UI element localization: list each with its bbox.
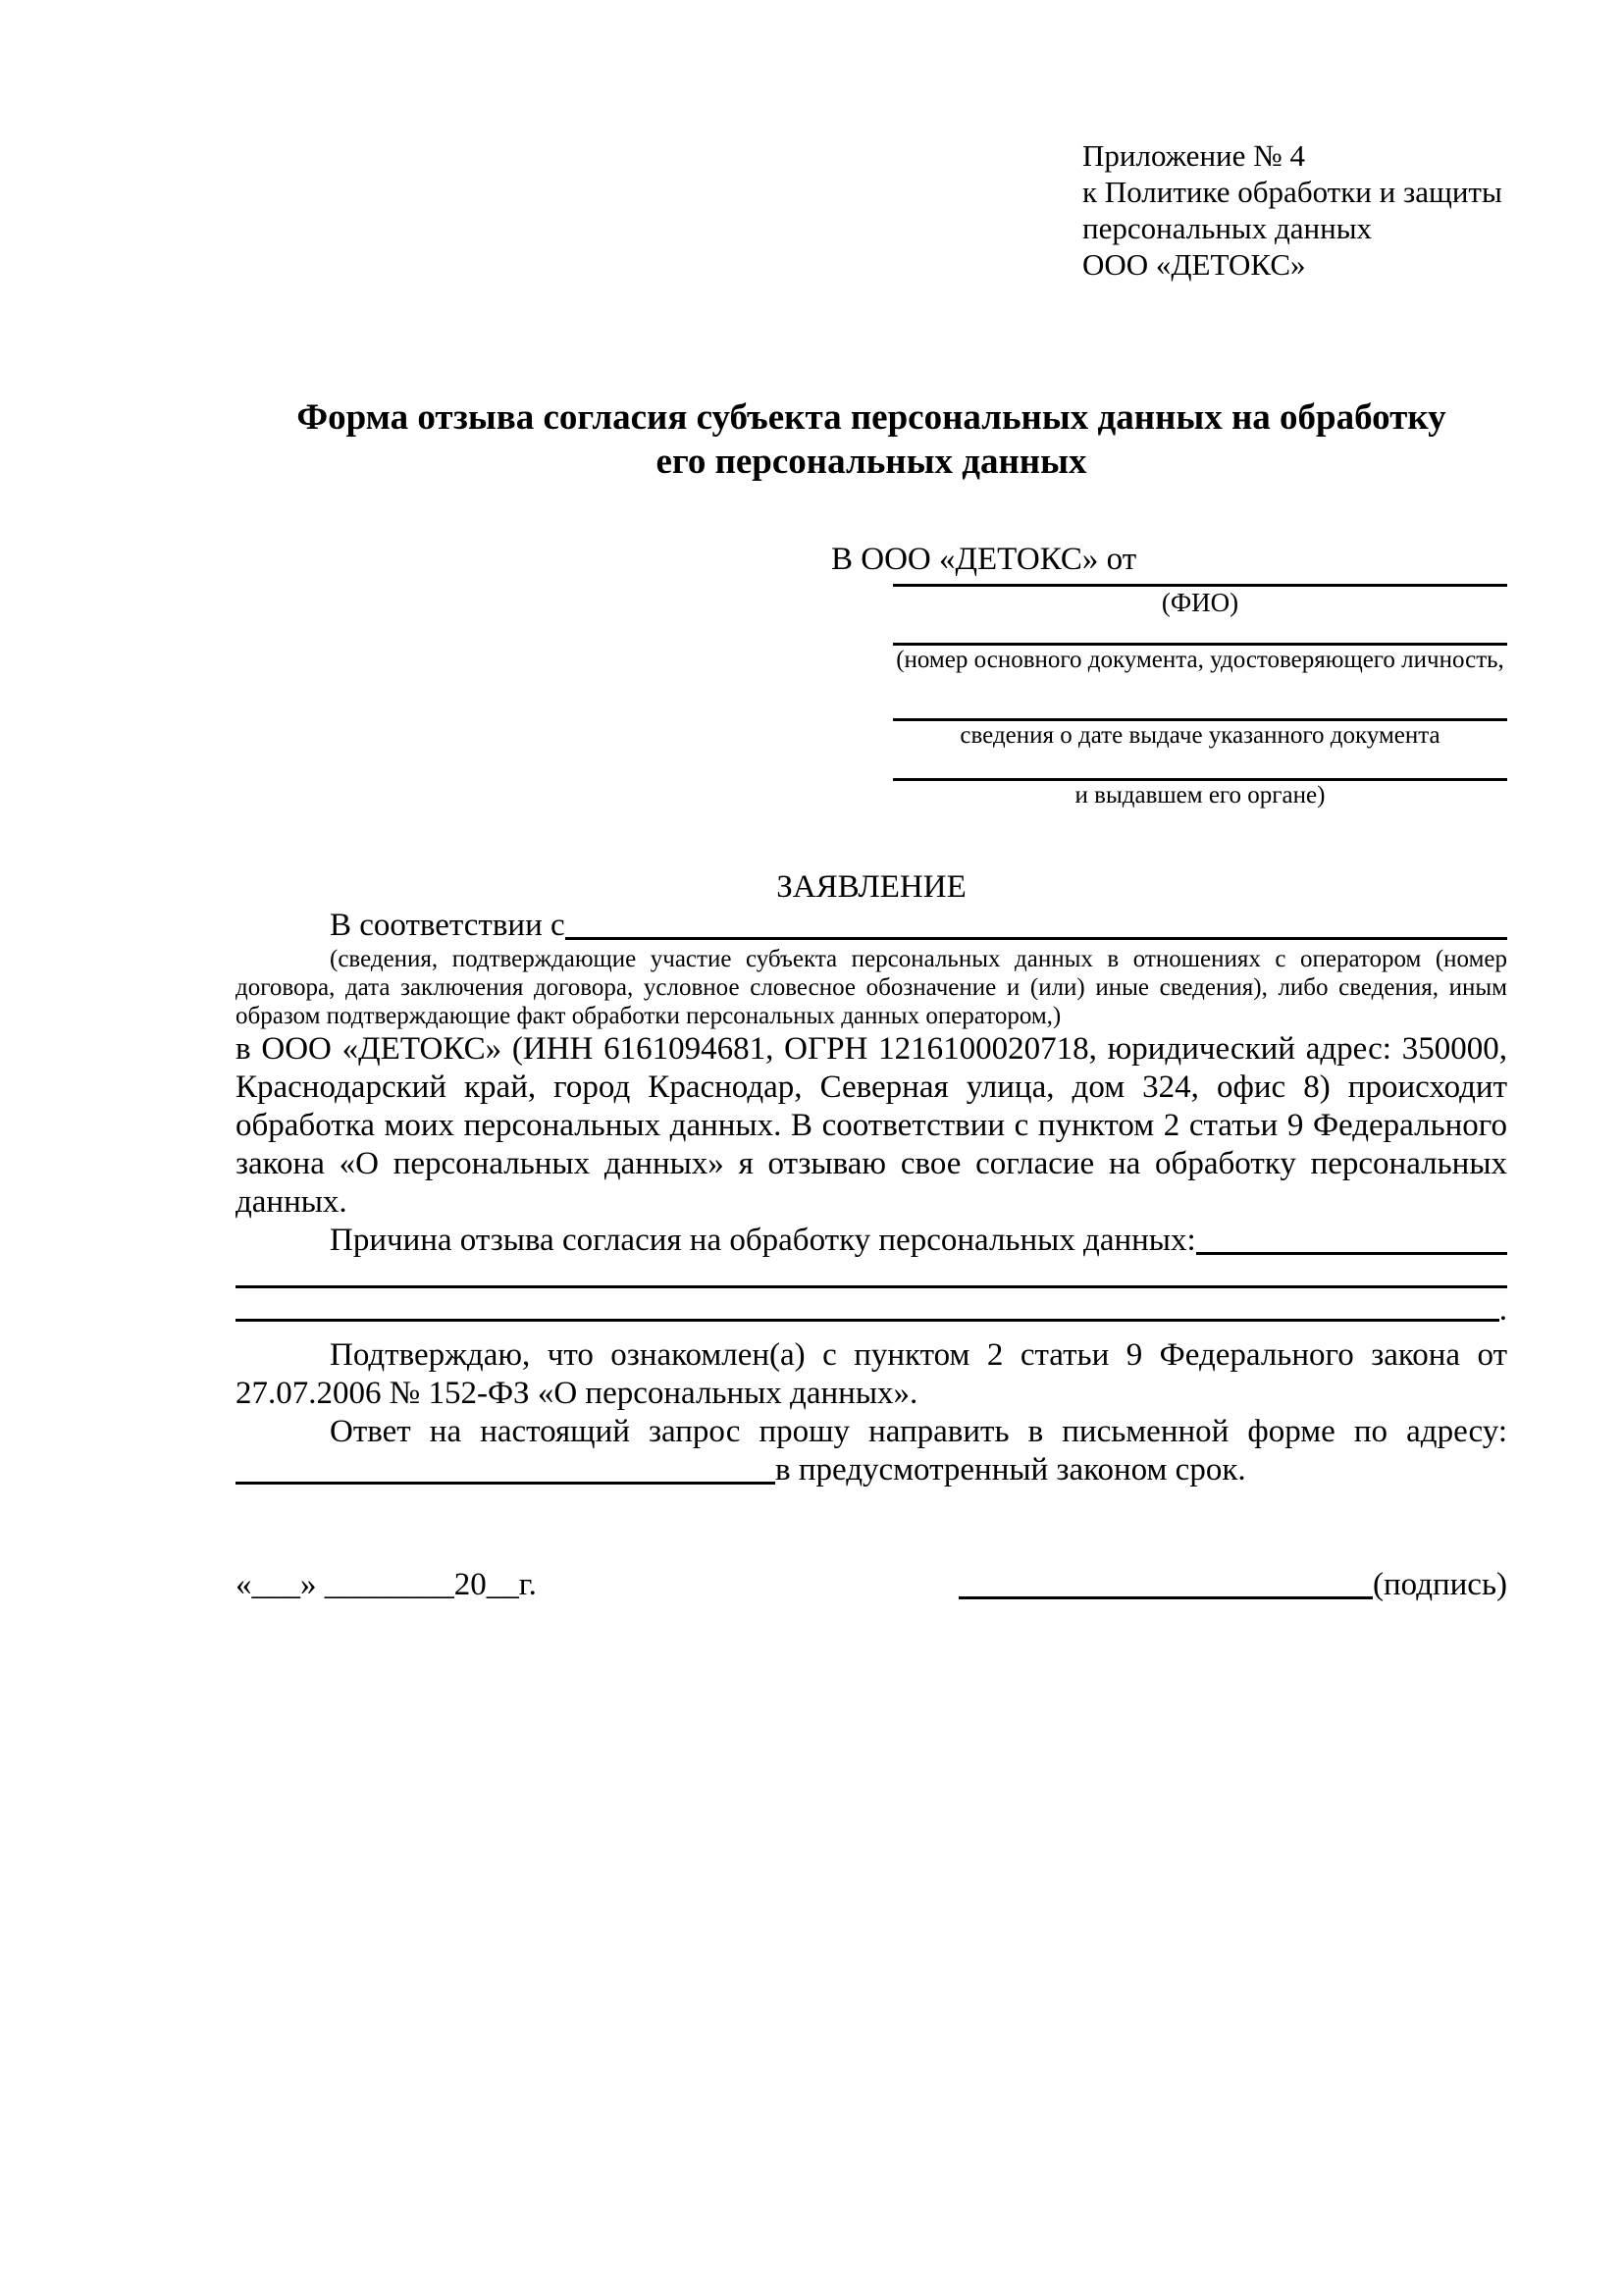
addressee-fill-block — [893, 579, 1507, 810]
reason-row — [236, 1222, 1507, 1260]
fio-caption: (ФИО) — [1161, 588, 1239, 617]
document-number-fill-line — [893, 618, 1507, 646]
basis-prefix: В соответствии с — [330, 908, 565, 943]
issue-date-caption: сведения о дате выдаче указанного документа — [960, 722, 1440, 749]
document-title-line: его персональных данных — [655, 442, 1087, 482]
reply-request-line: Ответ на настоящий запрос прошу направить в письменной форме по адресу: — [330, 1414, 1507, 1449]
issuing-authority-caption: и выдавшем его органе) — [1074, 782, 1326, 809]
reason-fill-row-2 — [236, 1260, 1507, 1293]
issue-date-fill-line — [893, 675, 1507, 721]
basis-note: (сведения, подтверждающие участие субъекта персональных данных в отношениях с оператором (номер договора, дата заключения договора, условное словесное обозначение и (или) иные сведения), либо сведения, иным образом подтверждающие факт обработки персональных данных оператором,) — [236, 946, 1507, 1029]
reply-suffix: в предусмотренный законом срок. — [775, 1452, 1246, 1487]
reason-fill-line-1 — [1196, 1222, 1507, 1255]
document-title — [236, 395, 1507, 484]
signature-fill-line — [959, 1566, 1373, 1599]
issuing-authority-fill-line — [893, 751, 1507, 781]
document-title-line: Форма отзыва согласия субъекта персональных данных на обработку — [296, 397, 1446, 438]
statement-body: в ООО «ДЕТОКС» (ИНН 6161094681, ОГРН 1216100020718, юридический адрес: 350000, Краснодарский край, город Краснодар, Северная улица, дом 324, офис 8) происходит обработка моих персональных данных. В соответствии с пунктом 2 статьи 9 Федерального закона «О персональных данных» я отзываю свое согласие на обработку персональных данных. — [236, 1031, 1507, 1220]
addressee-label: В ООО «ДЕТОКС» от — [831, 542, 1137, 577]
date-placeholder: «___» ________20__г. — [236, 1567, 537, 1602]
signature-caption: (подпись) — [1373, 1567, 1507, 1602]
statement-heading: ЗАЯВЛЕНИЕ — [776, 869, 967, 905]
basis-row — [236, 907, 1507, 945]
reason-fill-line-2 — [236, 1285, 1507, 1288]
reason-label: Причина отзыва согласия на обработку персональных данных: — [330, 1223, 1196, 1258]
header-line: персональных данных — [1082, 211, 1373, 245]
reply-address-row — [236, 1451, 1507, 1489]
basis-fill-line — [565, 907, 1507, 940]
header-line: ООО «ДЕТОКС» — [1082, 247, 1306, 282]
fio-fill-line — [893, 579, 1507, 587]
header-line: Приложение № 4 — [1082, 138, 1305, 173]
reply-address-fill-line — [236, 1451, 775, 1485]
fill-line-terminator: . — [1498, 1292, 1507, 1328]
signature-block — [959, 1566, 1507, 1604]
reason-fill-line-3 — [236, 1319, 1499, 1322]
document-header — [1082, 137, 1507, 283]
document-number-caption: (номер основного документа, удостоверяющего личность, — [896, 647, 1504, 673]
confirmation-paragraph: Подтверждаю, что ознакомлен(а) с пунктом 2 статьи 9 Федерального закона от 27.07.2006 № 152-ФЗ «О персональных данных». — [236, 1337, 1507, 1411]
header-line: к Политике обработки и защиты — [1082, 175, 1502, 209]
reason-fill-row-3 — [236, 1293, 1507, 1327]
date-signature-row — [236, 1566, 1507, 1604]
